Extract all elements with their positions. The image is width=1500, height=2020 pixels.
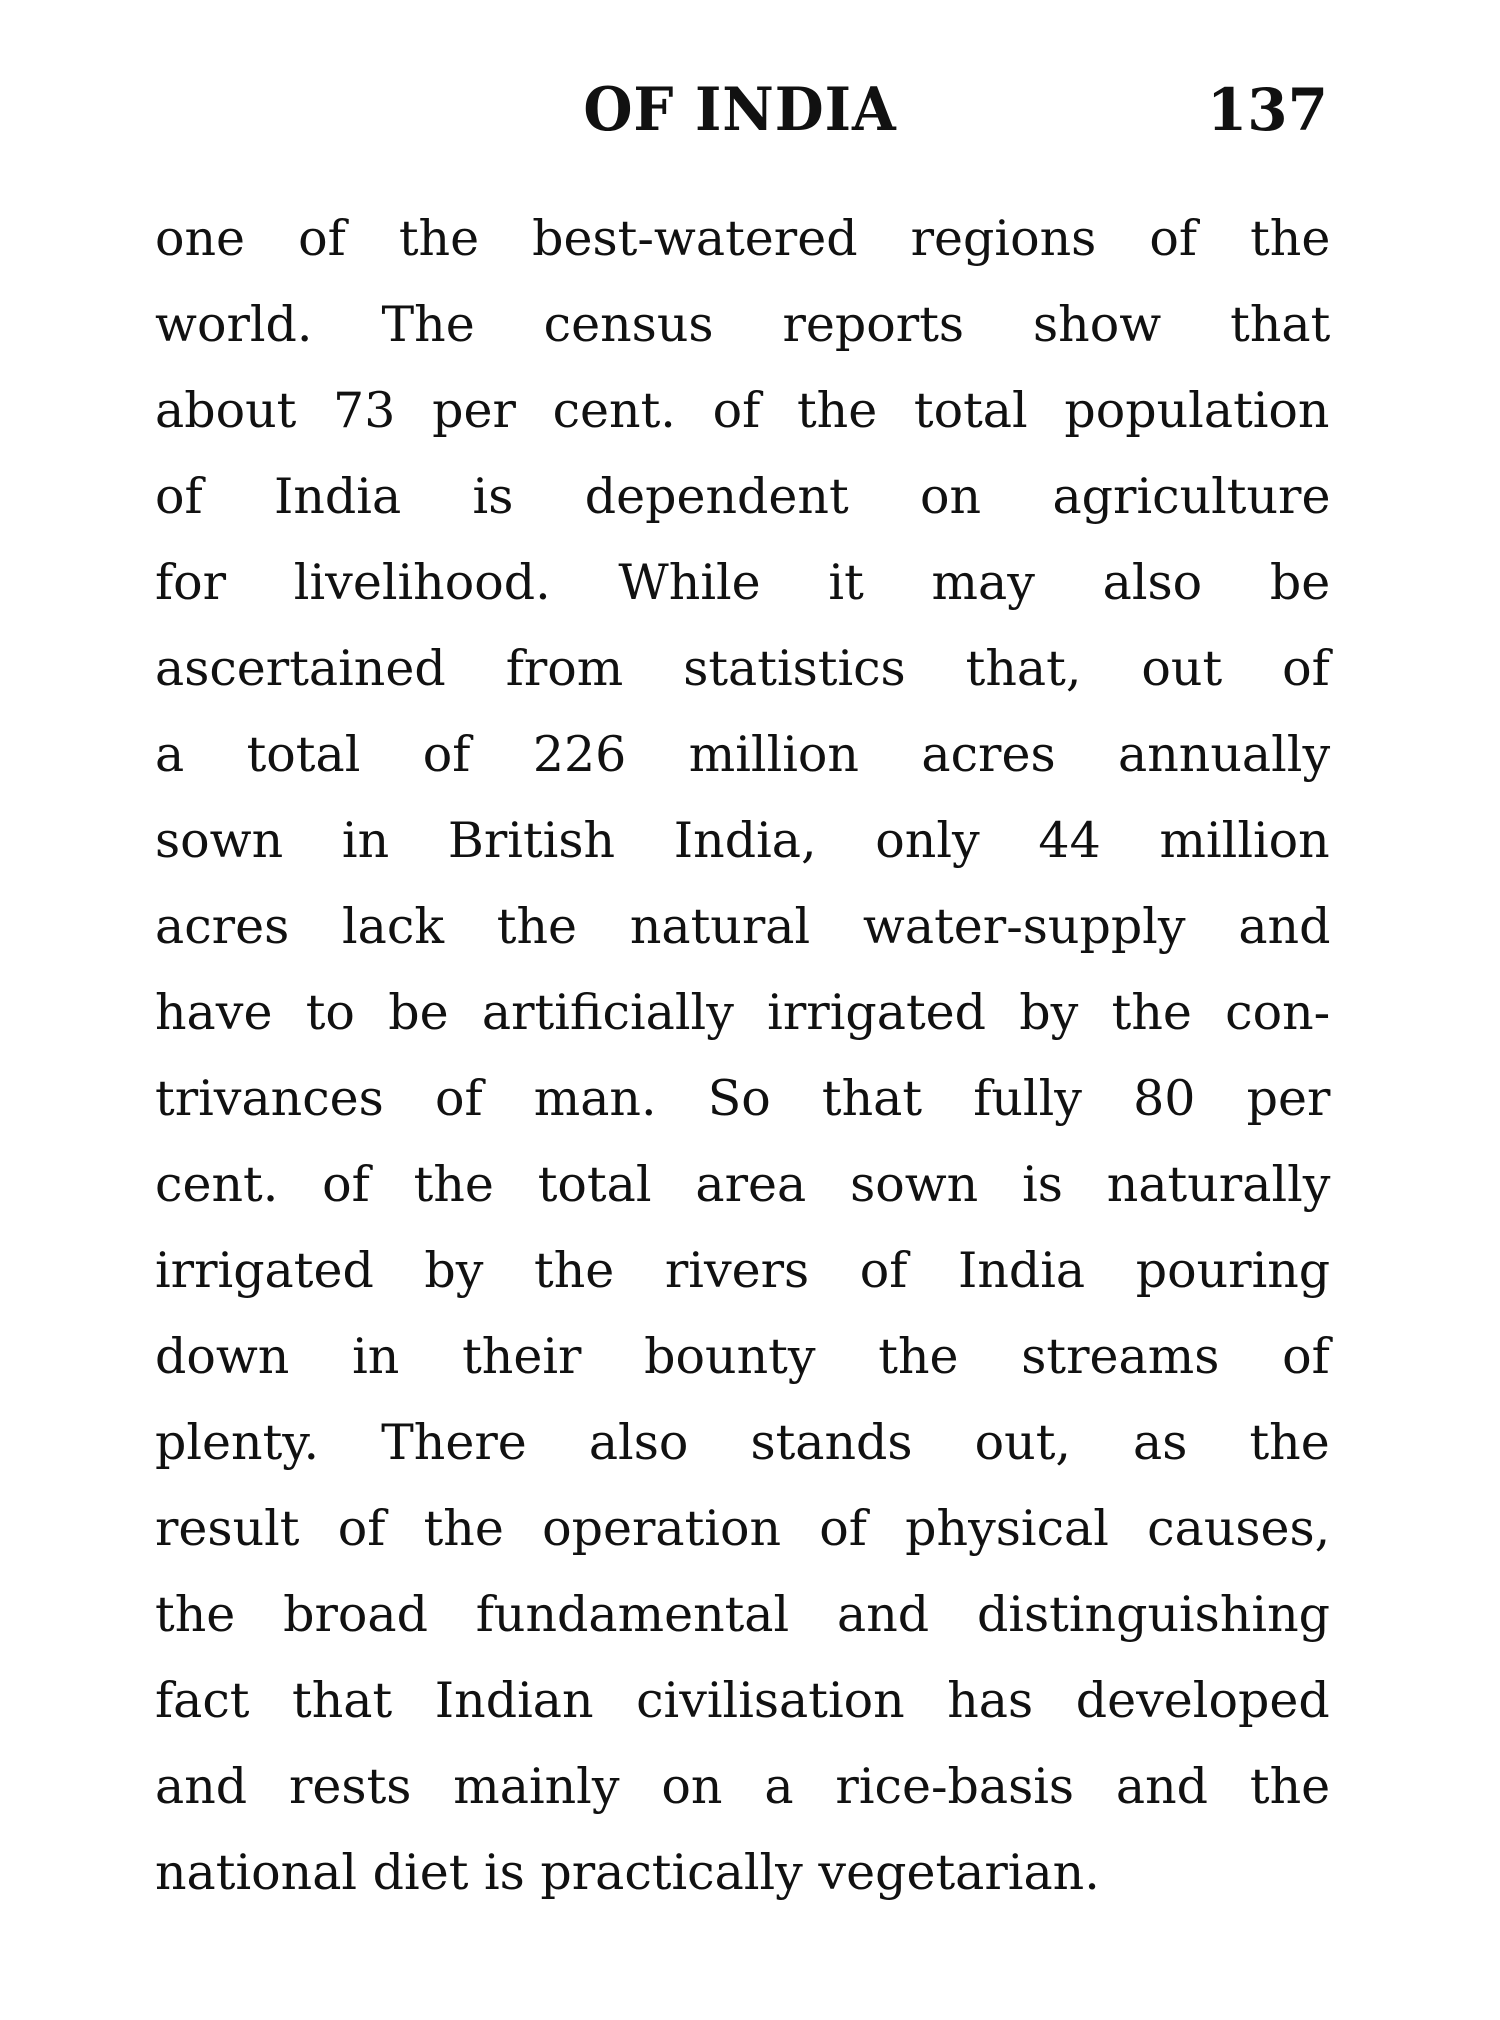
- text-line-11: trivances of man. So that fully 80 per: [155, 1070, 1331, 1127]
- text-line-13: irrigated by the rivers of India pouring: [155, 1242, 1331, 1299]
- text-line-10: have to be artificially irrigated by the con-: [155, 984, 1331, 1041]
- text-line-7: a total of 226 million acres annually: [155, 726, 1331, 783]
- text-line-9: acres lack the natural water-supply and: [155, 898, 1331, 955]
- page-number: 137: [1206, 76, 1328, 144]
- body-paragraph: [155, 196, 1330, 1916]
- text-line-3: about 73 per cent. of the total population: [155, 382, 1330, 439]
- running-title: OF INDIA: [583, 75, 897, 145]
- text-line-2: world. The census reports show that: [155, 296, 1331, 353]
- text-line-6: ascertained from statistics that, out of: [155, 640, 1330, 697]
- text-line-8: sown in British India, only 44 million: [155, 812, 1330, 869]
- text-line-20: national diet is practically vegetarian.: [155, 1844, 1100, 1901]
- text-line-18: fact that Indian civilisation has developed: [155, 1672, 1330, 1729]
- text-line-4: of India is dependent on agriculture: [155, 468, 1331, 525]
- text-line-5: for livelihood. While it may also be: [155, 554, 1331, 611]
- text-line-15: plenty. There also stands out, as the: [155, 1414, 1330, 1471]
- text-line-1: one of the best-watered regions of the: [155, 210, 1331, 267]
- text-line-16: result of the operation of physical causes,: [155, 1500, 1331, 1557]
- text-line-12: cent. of the total area sown is naturally: [155, 1156, 1331, 1213]
- text-line-17: the broad fundamental and distinguishing: [155, 1586, 1330, 1643]
- text-line-14: down in their bounty the streams of: [155, 1328, 1330, 1385]
- text-line-19: and rests mainly on a rice-basis and the: [155, 1758, 1331, 1815]
- running-head: [150, 70, 1330, 150]
